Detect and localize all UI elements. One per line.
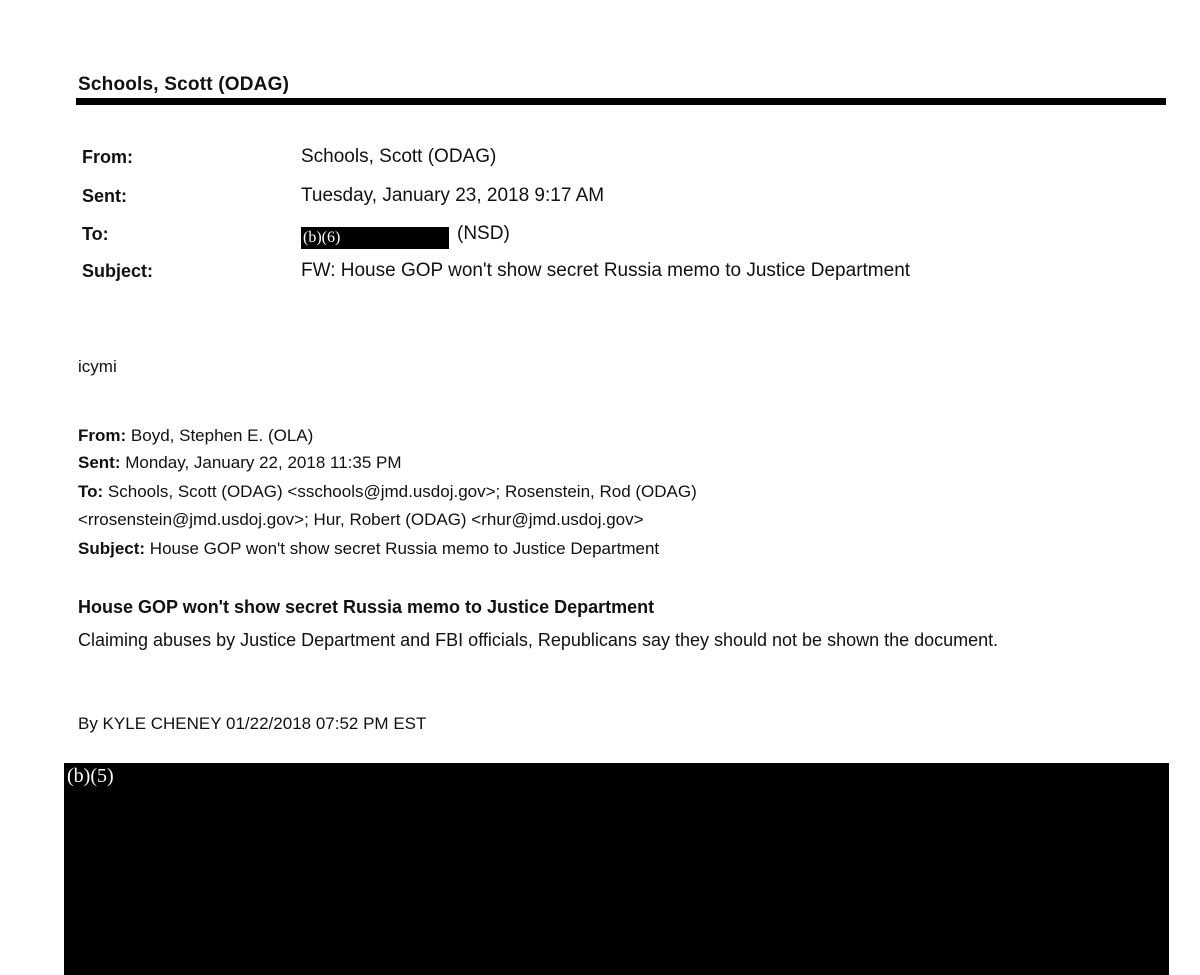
header-divider bbox=[76, 98, 1166, 105]
fwd-sent-label: Sent: bbox=[78, 453, 121, 472]
article-dek: Claiming abuses by Justice Department and FBI officials, Republicans say they should not be shown the document. bbox=[78, 630, 999, 650]
fwd-to-value-2: <rrosenstein@jmd.usdoj.gov>; Hur, Robert (ODAG) <rhur@jmd.usdoj.gov> bbox=[78, 510, 644, 529]
subject-label: Subject: bbox=[82, 261, 154, 281]
redaction-code: (b)(5) bbox=[67, 765, 114, 787]
fwd-subject-value: House GOP won't show secret Russia memo to Justice Department bbox=[149, 539, 660, 558]
to-label: To: bbox=[82, 224, 109, 244]
article-byline: By KYLE CHENEY 01/22/2018 07:52 PM EST bbox=[78, 714, 427, 733]
fwd-to-line bbox=[78, 482, 697, 502]
sent-value: Tuesday, January 23, 2018 9:17 AM bbox=[301, 185, 605, 206]
fwd-to-value-1: Schools, Scott (ODAG) <sschools@jmd.usdoj.gov>; Rosenstein, Rod (ODAG) bbox=[107, 482, 697, 501]
from-label: From: bbox=[82, 147, 133, 167]
to-value bbox=[301, 223, 510, 249]
fwd-subject-label: Subject: bbox=[78, 539, 146, 558]
fwd-to-label: To: bbox=[78, 482, 104, 501]
fwd-from-line bbox=[78, 426, 313, 446]
fwd-sent-value: Monday, January 22, 2018 11:35 PM bbox=[125, 453, 402, 472]
sent-label: Sent: bbox=[82, 186, 127, 206]
fwd-from-value: Boyd, Stephen E. (OLA) bbox=[130, 426, 314, 445]
from-value: Schools, Scott (ODAG) bbox=[301, 146, 497, 167]
subject-value: FW: House GOP won't show secret Russia memo to Justice Department bbox=[301, 260, 911, 281]
body-note: icymi bbox=[78, 357, 117, 376]
to-redaction: (b)(6) bbox=[301, 227, 449, 249]
to-suffix: (NSD) bbox=[457, 223, 510, 244]
article-title: House GOP won't show secret Russia memo to Justice Department bbox=[78, 597, 655, 617]
mailbox-owner-name: Schools, Scott (ODAG) bbox=[78, 74, 290, 95]
fwd-sent-line bbox=[78, 453, 402, 473]
fwd-from-label: From: bbox=[78, 426, 127, 445]
fwd-subject-line bbox=[78, 539, 659, 559]
redaction-block bbox=[64, 763, 1169, 975]
